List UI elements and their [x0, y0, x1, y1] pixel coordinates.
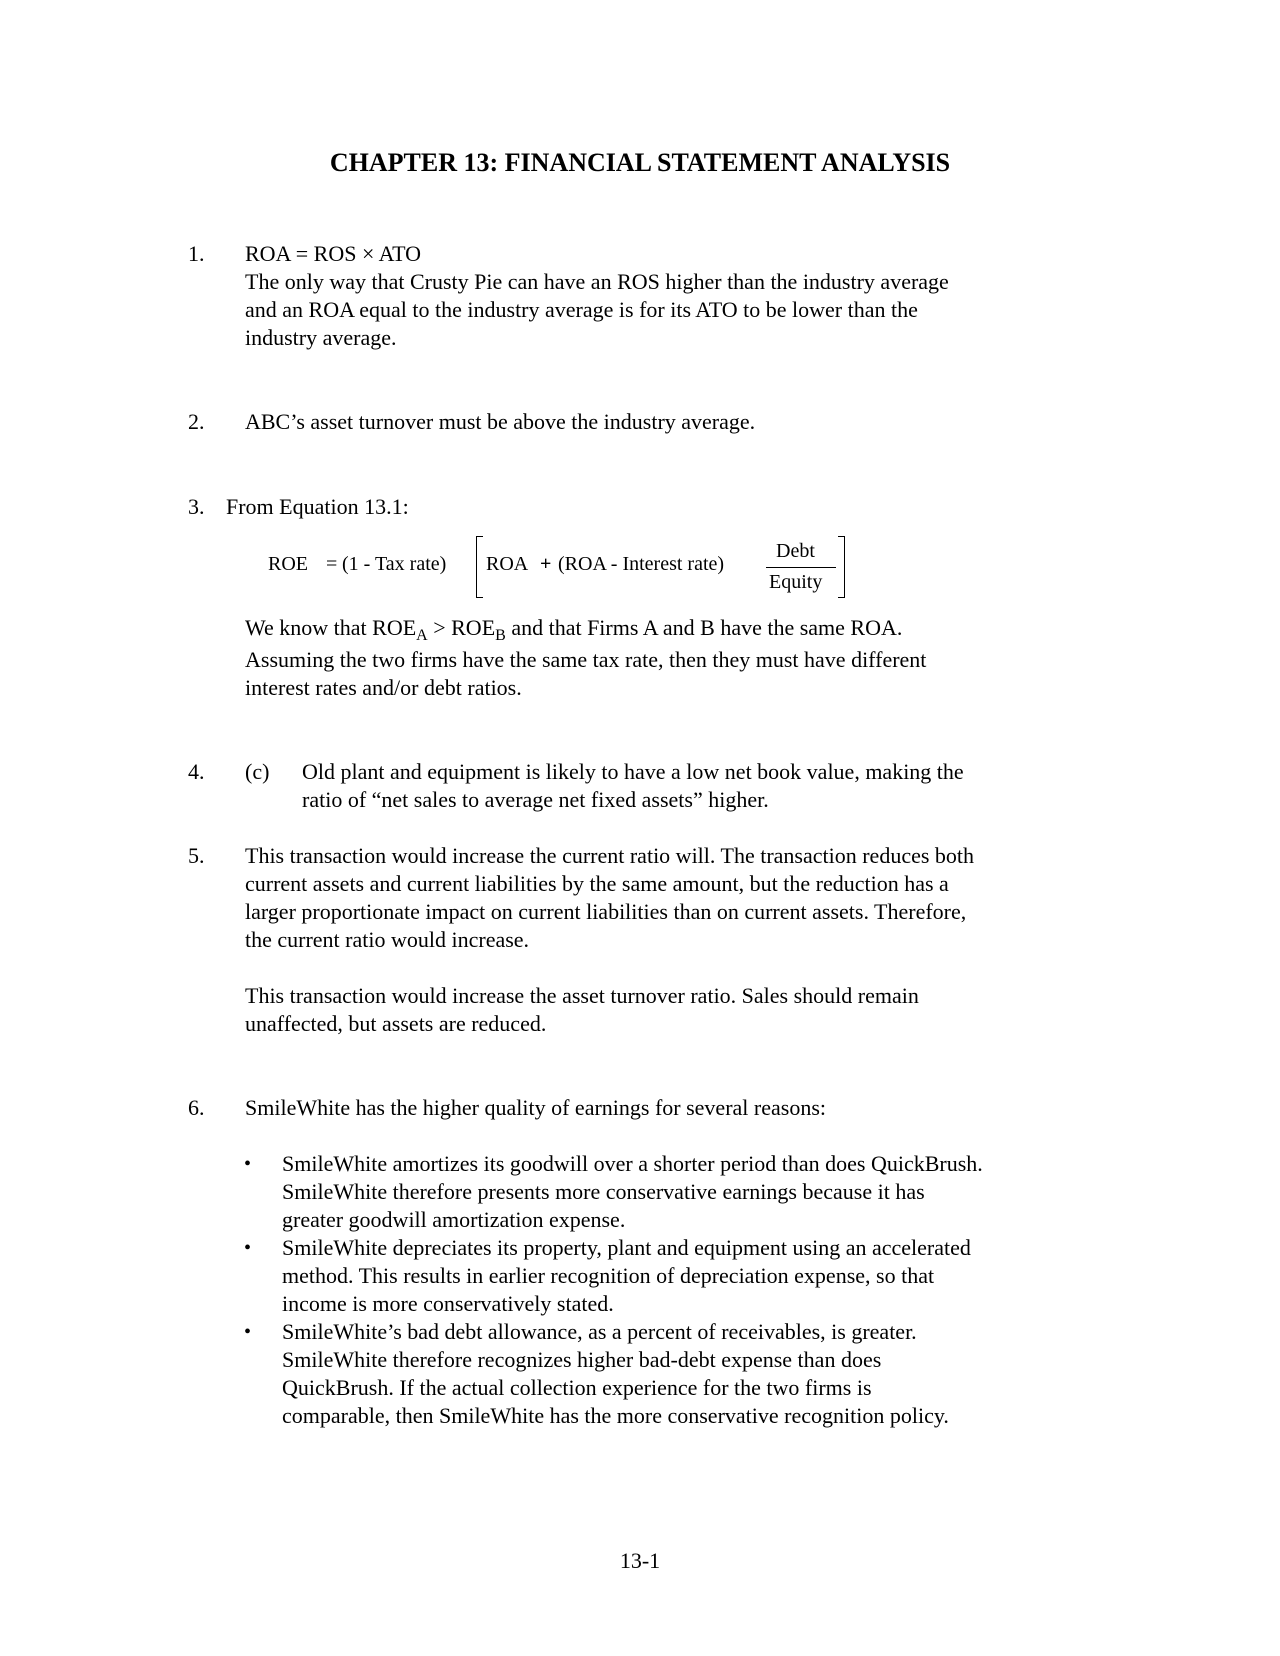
subscript-a: A — [416, 627, 428, 644]
answer-line: SmileWhite has the higher quality of earnings for several reasons: — [245, 1095, 826, 1120]
bullet-icon: • — [244, 1321, 252, 1343]
answer-line: The only way that Crusty Pie can have an ROS higher than the industry average — [245, 269, 949, 294]
answer-line: and an ROA equal to the industry average is for its ATO to be lower than the — [245, 297, 918, 322]
answer-line: This transaction would increase the asset turnover ratio. Sales should remain — [245, 983, 919, 1008]
question-number: 5. — [188, 843, 205, 868]
question-number: 1. — [188, 241, 205, 266]
bullet-line: income is more conservatively stated. — [282, 1291, 614, 1316]
answer-line: interest rates and/or debt ratios. — [245, 675, 522, 700]
equation-equals: = — [326, 553, 338, 575]
bullet-line: greater goodwill amortization expense. — [282, 1207, 626, 1232]
equation-tax-term: (1 - Tax rate) — [342, 553, 447, 575]
answer-line: the current ratio would increase. — [245, 927, 530, 952]
fraction-bar — [766, 567, 836, 568]
question-number: 6. — [188, 1095, 205, 1120]
bullet-line: SmileWhite’s bad debt allowance, as a percent of receivables, is greater. — [282, 1319, 917, 1344]
question-number: 3. — [188, 494, 205, 519]
equation-inner-term: (ROA - Interest rate) — [558, 553, 725, 575]
answer-line: This transaction would increase the current ratio will. The transaction reduces both — [245, 843, 975, 868]
answer-line: ratio of “net sales to average net fixed assets” higher. — [302, 787, 769, 812]
bullet-line: SmileWhite depreciates its property, plant and equipment using an accelerated — [282, 1235, 971, 1260]
bullet-icon: • — [244, 1153, 252, 1175]
question-number: 2. — [188, 409, 205, 434]
answer-line: Assuming the two firms have the same tax rate, then they must have different — [245, 647, 927, 672]
equation-lhs: ROE — [268, 553, 308, 575]
page-number: 13-1 — [619, 1548, 661, 1573]
answer-line: ROA = ROS × ATO — [245, 241, 422, 266]
bracket-left — [476, 536, 483, 598]
bullet-line: method. This results in earlier recognition of depreciation expense, so that — [282, 1263, 935, 1288]
answer-line: ABC’s asset turnover must be above the industry average. — [245, 409, 756, 434]
bracket-right — [838, 536, 845, 598]
equation-plus: + — [540, 553, 552, 575]
bullet-icon: • — [244, 1237, 252, 1259]
bullet-line: SmileWhite amortizes its goodwill over a shorter period than does QuickBrush. — [282, 1151, 983, 1176]
bullet-line: comparable, then SmileWhite has the more conservative recognition policy. — [282, 1403, 949, 1428]
answer-line: unaffected, but assets are reduced. — [245, 1011, 547, 1036]
question-number: 4. — [188, 759, 205, 784]
answer-line: current assets and current liabilities by the same amount, but the reduction has a — [245, 871, 949, 896]
fraction-denominator: Equity — [769, 571, 823, 593]
equation-roa: ROA — [486, 553, 529, 575]
fraction-numerator: Debt — [776, 540, 815, 562]
answer-line: industry average. — [245, 325, 397, 350]
answer-line: Old plant and equipment is likely to have a low net book value, making the — [302, 759, 964, 784]
answer-line: larger proportionate impact on current liabilities than on current assets. Therefore, — [245, 899, 967, 924]
bullet-line: QuickBrush. If the actual collection experience for the two firms is — [282, 1375, 872, 1400]
equation-intro: From Equation 13.1: — [226, 494, 409, 519]
subscript-b: B — [495, 627, 506, 644]
chapter-title: CHAPTER 13: FINANCIAL STATEMENT ANALYSIS — [329, 148, 951, 177]
answer-line: We know that $ROE_A > ROE_B$ and that Firms A and B have the same ROA. — [245, 615, 903, 644]
bullet-line: SmileWhite therefore presents more conservative earnings because it has — [282, 1179, 925, 1204]
bullet-line: SmileWhite therefore recognizes higher bad-debt expense than does — [282, 1347, 882, 1372]
answer-label: (c) — [245, 759, 270, 784]
